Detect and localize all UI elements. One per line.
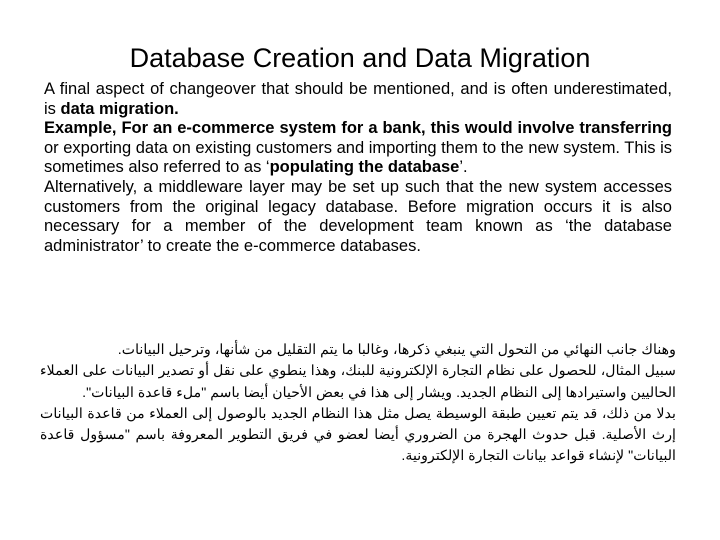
paragraph-example [44,119,672,178]
intro-bold: data migration. [60,99,179,118]
example-bold: Example, For an e-commerce system for a bank, this would involve transferring [44,119,672,138]
arabic-paragraph-2: سبيل المثال، للحصول على نظام التجارة الإلكترونية للبنك، وهذا ينطوي على نقل أو تصدير البيانات على العملاء الحاليين واستيرادها إلى النظام الجديد. ويشار إلى هذا في بعض الأحيان أيضا باسم "ملء قاعدة البيانات". [40,363,676,401]
example-tail: ’. [459,158,468,177]
example-text: or exporting data on existing customers and importing them to the new system. This is sometimes also referred to as ‘ [44,138,672,177]
arabic-paragraph-3: بدلا من ذلك، قد يتم تعيين طبقة الوسيطة يصل مثل هذا النظام الجديد بالوصول إلى العملاء من قاعدة البيانات إرث الأصلية. قبل حدوث الهجرة من الضروري أيضا لعضو في فريق التطوير المعروفة باسم "مسؤول قاعدة البيانات" لإنشاء قواعد بيانات التجارة الإلكترونية. [40,405,676,465]
arabic-body [40,340,676,468]
arabic-paragraph-1: وهناك جانب النهائي من التحول التي ينبغي ذكرها، وغالبا ما يتم التقليل من شأنها، وترحيل البيانات. [117,342,676,358]
example-bold-term: populating the database [269,158,460,177]
intro-text: A final aspect of changeover that should be mentioned, and is often underestimated, is [44,80,672,118]
slide-title: Database Creation and Data Migration [129,43,591,73]
paragraph-intro [44,80,672,119]
paragraph-alternative: Alternatively, a middleware layer may be set up such that the new system accesses customers from the original legacy database. Before migration occurs it is also necessary for a member of the development team known as ‘the database administrator’ to create the e-commerce databases. [44,177,672,255]
english-body [44,80,672,256]
